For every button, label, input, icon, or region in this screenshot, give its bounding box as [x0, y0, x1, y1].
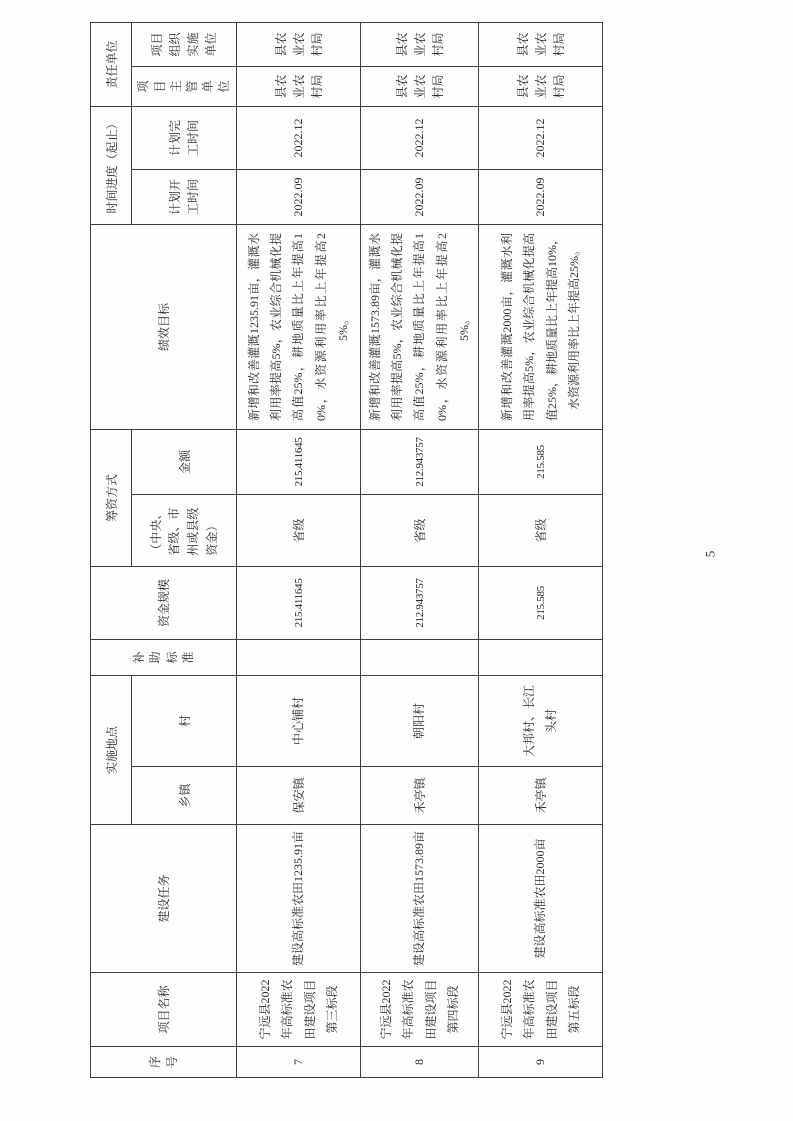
header-performance — [91, 224, 237, 429]
implementing-unit-value: 县农业农村局 — [515, 32, 566, 57]
header-location-group — [91, 675, 132, 824]
project-table — [90, 22, 603, 1078]
header-town-label: 乡镇 — [177, 783, 192, 808]
cell-task — [361, 825, 479, 973]
supervisor-unit-value: 县农业农村局 — [515, 74, 566, 99]
cell-village — [237, 675, 361, 766]
header-schedule-group — [91, 106, 132, 224]
cell-end-date — [361, 106, 479, 169]
cell-project-name — [237, 973, 361, 1047]
seq-value: 9 — [533, 1059, 547, 1065]
cell-seq — [479, 1047, 603, 1078]
start-date-value: 2022.09 — [291, 177, 305, 217]
page-number: 5 — [702, 550, 718, 558]
cell-seq — [361, 1047, 479, 1078]
cell-amount — [361, 429, 479, 494]
cell-subsidy — [237, 639, 361, 675]
header-amount-label: 金额 — [177, 449, 192, 474]
end-date-value: 2022.12 — [291, 118, 305, 158]
performance-value: 新增和改善灌溉1573.89亩，灌溉水利用率提高5%，农业综合机械化提高值25%，耕地质量比上年提高10%，水资源利用率比上年提高25%。 — [368, 232, 471, 421]
cell-performance — [361, 224, 479, 429]
cell-project-name — [479, 973, 603, 1047]
cell-start-date — [237, 169, 361, 224]
header-fund-source-label: （中央、省级、市州或县级资金） — [148, 507, 219, 556]
header-fund-source — [132, 494, 237, 566]
cell-subsidy — [479, 639, 603, 675]
header-seq — [91, 1047, 237, 1078]
cell-start-date — [479, 169, 603, 224]
header-row-groups — [91, 22, 132, 1077]
fund-scale-value: 215.585 — [535, 586, 547, 620]
cell-performance — [237, 224, 361, 429]
header-task-label: 建设任务 — [157, 874, 171, 923]
town-value: 禾亭镇 — [534, 777, 548, 814]
cell-village — [479, 675, 603, 766]
cell-implementing-unit — [237, 22, 361, 66]
start-date-value: 2022.09 — [533, 177, 547, 217]
cell-fund-scale — [361, 566, 479, 639]
header-implementing-unit — [132, 22, 237, 66]
cell-project-name — [361, 973, 479, 1047]
project-name-value: 宁远县2022年高标准农田建设项目第五标段 — [500, 979, 581, 1040]
cell-town — [361, 767, 479, 825]
fund-scale-value: 212.943757 — [414, 578, 426, 628]
header-subsidy — [91, 639, 237, 675]
header-supervisor-unit-label: 项目主管单位 — [136, 80, 232, 93]
amount-value: 212.943757 — [414, 437, 426, 487]
cell-end-date — [479, 106, 603, 169]
cell-start-date — [361, 169, 479, 224]
fund-source-value: 省级 — [292, 518, 306, 543]
cell-end-date — [237, 106, 361, 169]
header-project-name — [91, 973, 237, 1047]
header-location-label: 实施地点 — [104, 725, 119, 774]
village-value: 朝阳村 — [411, 702, 426, 739]
header-town — [132, 767, 237, 825]
performance-value: 新增和改善灌溉2000亩，灌溉水利用率提高5%，农业综合机械化提高值25%，耕地质量比上年提高10%，水资源利用率比上年提高25%。 — [500, 232, 581, 421]
cell-fund-source — [479, 494, 603, 566]
header-financing-group — [91, 429, 132, 566]
amount-value: 215.585 — [535, 445, 547, 479]
cell-town — [237, 767, 361, 825]
fund-source-value: 省级 — [413, 518, 427, 543]
seq-value: 8 — [412, 1059, 426, 1065]
implementing-unit-value: 县农业农村局 — [273, 32, 324, 57]
cell-implementing-unit — [361, 22, 479, 66]
header-end-date — [132, 106, 237, 169]
header-schedule-label: 时间进度（起止） — [104, 117, 119, 214]
header-responsible-label: 责任单位 — [104, 40, 119, 89]
implementing-unit-value: 县农业农村局 — [394, 32, 445, 57]
header-village-label: 村 — [177, 714, 192, 727]
cell-supervisor-unit — [237, 66, 361, 106]
header-task — [91, 825, 237, 973]
header-financing-label: 筹资方式 — [104, 473, 119, 522]
header-fund-scale-label: 资金规模 — [157, 578, 171, 627]
header-village — [132, 675, 237, 766]
cell-amount — [237, 429, 361, 494]
task-value: 建设高标准农田1235.91亩 — [290, 830, 305, 966]
fund-source-value: 省级 — [534, 518, 548, 543]
cell-supervisor-unit — [361, 66, 479, 106]
cell-fund-scale — [237, 566, 361, 639]
header-seq-label: 序号 — [148, 1056, 179, 1069]
header-end-date-label: 计划完工时间 — [168, 119, 200, 156]
header-fund-scale — [91, 566, 237, 639]
task-value: 建设高标准农田2000亩 — [532, 838, 547, 959]
header-amount — [132, 429, 237, 494]
fund-scale-value: 215.411645 — [293, 578, 305, 628]
table-row-9 — [479, 22, 603, 1077]
end-date-value: 2022.12 — [412, 118, 426, 158]
header-supervisor-unit — [132, 66, 237, 106]
project-name-value: 宁远县2022年高标准农田建设项目第三标段 — [258, 979, 339, 1040]
header-responsible-group — [91, 22, 132, 106]
cell-amount — [479, 429, 603, 494]
end-date-value: 2022.12 — [533, 118, 547, 158]
table-row-7 — [237, 22, 361, 1077]
cell-implementing-unit — [479, 22, 603, 66]
village-value: 中心铺村 — [290, 696, 305, 745]
town-value: 保安镇 — [292, 777, 306, 814]
start-date-value: 2022.09 — [412, 177, 426, 217]
supervisor-unit-value: 县农业农村局 — [394, 74, 445, 99]
cell-seq — [237, 1047, 361, 1078]
cell-task — [237, 825, 361, 973]
cell-fund-source — [237, 494, 361, 566]
header-performance-label: 绩效目标 — [157, 302, 171, 351]
cell-performance — [479, 224, 603, 429]
amount-value: 215.411645 — [293, 437, 305, 487]
cell-village — [361, 675, 479, 766]
cell-task — [479, 825, 603, 973]
cell-subsidy — [361, 639, 479, 675]
cell-fund-scale — [479, 566, 603, 639]
header-project-name-label: 项目名称 — [157, 985, 171, 1034]
cell-town — [479, 767, 603, 825]
table-row-8 — [361, 22, 479, 1077]
cell-supervisor-unit — [479, 66, 603, 106]
project-name-value: 宁远县2022年高标准农田建设项目第四标段 — [379, 979, 460, 1040]
header-implementing-unit-label: 项目组织实施单位 — [150, 32, 218, 57]
header-start-date — [132, 169, 237, 224]
task-value: 建设高标准农田1573.89亩 — [411, 830, 426, 966]
village-value: 大邦村、长江头村 — [521, 684, 558, 757]
town-value: 禾亭镇 — [413, 777, 427, 814]
seq-value: 7 — [291, 1059, 305, 1065]
cell-fund-source — [361, 494, 479, 566]
supervisor-unit-value: 县农业农村局 — [273, 74, 324, 99]
performance-value: 新增和改善灌溉1235.91亩，灌溉水利用率提高5%，农业综合机械化提高值25%，耕地质量比上年提高10%，水资源利用率比上年提高25%。 — [247, 232, 350, 421]
header-subsidy-label: 补助标准 — [132, 651, 195, 664]
rotated-table-container — [90, 23, 602, 1078]
header-start-date-label: 计划开工时间 — [168, 178, 200, 215]
